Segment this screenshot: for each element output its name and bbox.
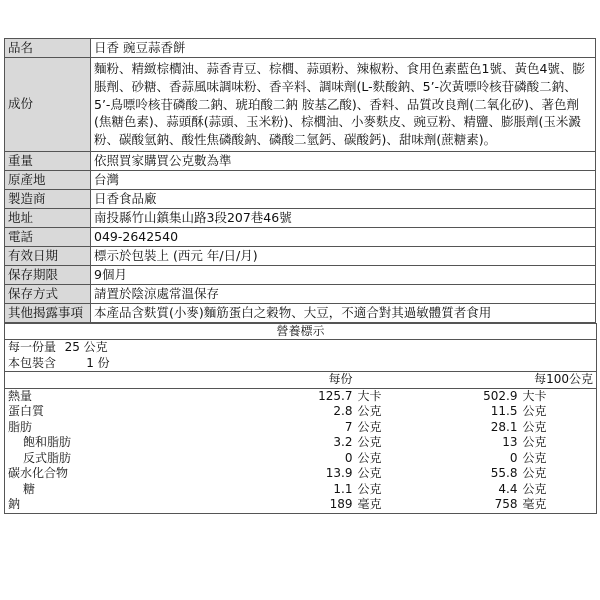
nutrition-rows: [5, 388, 597, 513]
info-row-storage: [5, 284, 596, 303]
per-serving-value: 3.2: [333, 435, 353, 450]
info-value: 請置於陰涼處常溫保存: [91, 284, 596, 303]
info-row-name: [5, 39, 596, 58]
info-row-expiry: [5, 246, 596, 265]
per-100g-value: 758: [415, 497, 520, 513]
nutrition-table: [4, 323, 597, 514]
per-serving-value: 125.7: [318, 388, 353, 403]
info-key: 電話: [5, 227, 91, 246]
per-100g-value: 55.8: [490, 466, 518, 481]
info-key: 品名: [5, 39, 91, 58]
nutrition-title: 營養標示: [5, 323, 597, 340]
nutrition-row: [5, 388, 597, 404]
info-key: 成份: [5, 58, 91, 152]
info-key: 其他揭露事項: [5, 303, 91, 322]
package-unit: 份: [97, 355, 110, 370]
info-key: 有效日期: [5, 246, 91, 265]
info-value: 台灣: [91, 170, 596, 189]
nutrition-row: [5, 404, 597, 420]
info-value: 049-2642540: [91, 227, 596, 246]
serving-size: [5, 340, 597, 356]
per-100g-value: 28.1: [490, 419, 518, 434]
per-serving-unit: 大卡: [357, 388, 382, 403]
per-100g-value: 0: [509, 450, 518, 465]
per-serving-value: 7: [344, 419, 353, 434]
nutrient-name: 糖: [5, 482, 265, 498]
nutrient-name: 鈉: [5, 497, 265, 513]
nutrition-row: [5, 466, 597, 482]
per-100g-unit: 大卡: [520, 388, 597, 404]
per-serving-unit: 毫克: [355, 497, 415, 513]
nutrition-row: [5, 497, 597, 513]
info-row-address: [5, 208, 596, 227]
nutrient-name: 熱量: [5, 388, 265, 404]
info-key: 製造商: [5, 189, 91, 208]
per-serving-value: 13.9: [325, 466, 353, 481]
per-serving-unit: 公克: [357, 419, 382, 434]
info-key: 重量: [5, 151, 91, 170]
info-value: 9個月: [91, 265, 596, 284]
per-100g-unit: 公克: [520, 466, 597, 482]
per-serving-unit: 公克: [357, 481, 382, 496]
per-serving-unit: 公克: [357, 435, 382, 450]
per-100g-value: 502.9: [483, 388, 518, 403]
info-key: 地址: [5, 208, 91, 227]
per-serving-unit: 公克: [357, 450, 382, 465]
info-row-ingredients: [5, 58, 596, 152]
per-serving-value: 2.8: [333, 404, 353, 419]
info-value: 南投縣竹山鎮集山路3段207巷46號: [91, 208, 596, 227]
per-serving-value: 189: [265, 497, 355, 513]
nutrient-name: 飽和脂肪: [5, 435, 265, 451]
info-key: 保存方式: [5, 284, 91, 303]
serving-unit: 公克: [83, 340, 108, 355]
per-100g-unit: 公克: [520, 420, 597, 436]
info-value: 依照買家購買公克數為準: [91, 151, 596, 170]
col-per-100g: 每100公克: [415, 372, 597, 389]
ingredients-text: 麵粉、精緻棕櫚油、蒜香青豆、棕櫚、蒜頭粉、辣椒粉、食用色素藍色1號、黃色4號、膨脹劑、砂糖、香蒜風味調味粉、香辛料、調味劑(L-麩酸鈉、5’-次黃嘌呤核苷磷酸二鈉、5’-鳥嘌呤核苷磷酸二鈉、琥珀酸二鈉 胺基乙酸)、香料、品質改良劑(二氧化矽)、著色劑(焦糖色素)、蒜頭酥(蒜頭、玉米粉)、棕櫚油、小麥麩皮、豌豆粉、精鹽、膨脹劑(玉米澱粉、碳酸氫鈉、酸性焦磷酸鈉、磷酸二氫鈣、碳酸鈣)、甜味劑(蔗糖素)。: [91, 58, 596, 152]
col-per-serving: 每份: [265, 372, 415, 389]
info-key: 原產地: [5, 170, 91, 189]
per-100g-value: 4.4: [498, 481, 518, 496]
info-value: 日香食品廠: [91, 189, 596, 208]
nutrition-row: [5, 420, 597, 436]
info-row-origin: [5, 170, 596, 189]
per-100g-value: 11.5: [490, 404, 518, 419]
per-serving-unit: 公克: [357, 466, 382, 481]
nutrient-name: 脂肪: [5, 420, 265, 436]
info-row-phone: [5, 227, 596, 246]
nutrient-name: 反式脂肪: [5, 451, 265, 467]
info-key: 保存期限: [5, 265, 91, 284]
nutrition-row: [5, 451, 597, 467]
servings-per-package: [5, 356, 597, 372]
info-value: 本產品含麩質(小麥)麵筋蛋白之穀物、大豆，不適合對其過敏體質者食用: [91, 303, 596, 322]
nutrition-row: [5, 482, 597, 498]
info-row-manufacturer: [5, 189, 596, 208]
product-label: [4, 38, 596, 514]
per-100g-unit: 公克: [520, 482, 597, 498]
serving-label: 每一份量: [8, 340, 57, 355]
nutrient-name: 蛋白質: [5, 404, 265, 420]
info-row-other: [5, 303, 596, 322]
per-serving-unit: 公克: [357, 404, 382, 419]
info-value: 日香 豌豆蒜香餅: [91, 39, 596, 58]
package-value: 1: [86, 355, 94, 370]
per-100g-unit: 公克: [520, 404, 597, 420]
info-row-weight: [5, 151, 596, 170]
nutrient-name: 碳水化合物: [5, 466, 265, 482]
package-label: 本包裝含: [8, 355, 57, 370]
info-row-shelf-life: [5, 265, 596, 284]
per-serving-value: 1.1: [333, 481, 353, 496]
per-serving-value: 0: [344, 450, 353, 465]
per-100g-unit: 公克: [520, 451, 597, 467]
product-info-table: [4, 38, 596, 323]
per-100g-unit: 公克: [520, 435, 597, 451]
info-value: 標示於包裝上 (西元 年/日/月): [91, 246, 596, 265]
serving-value: 25: [64, 340, 80, 355]
per-100g-value: 13: [502, 435, 518, 450]
per-100g-unit: 毫克: [520, 497, 597, 513]
nutrition-row: [5, 435, 597, 451]
